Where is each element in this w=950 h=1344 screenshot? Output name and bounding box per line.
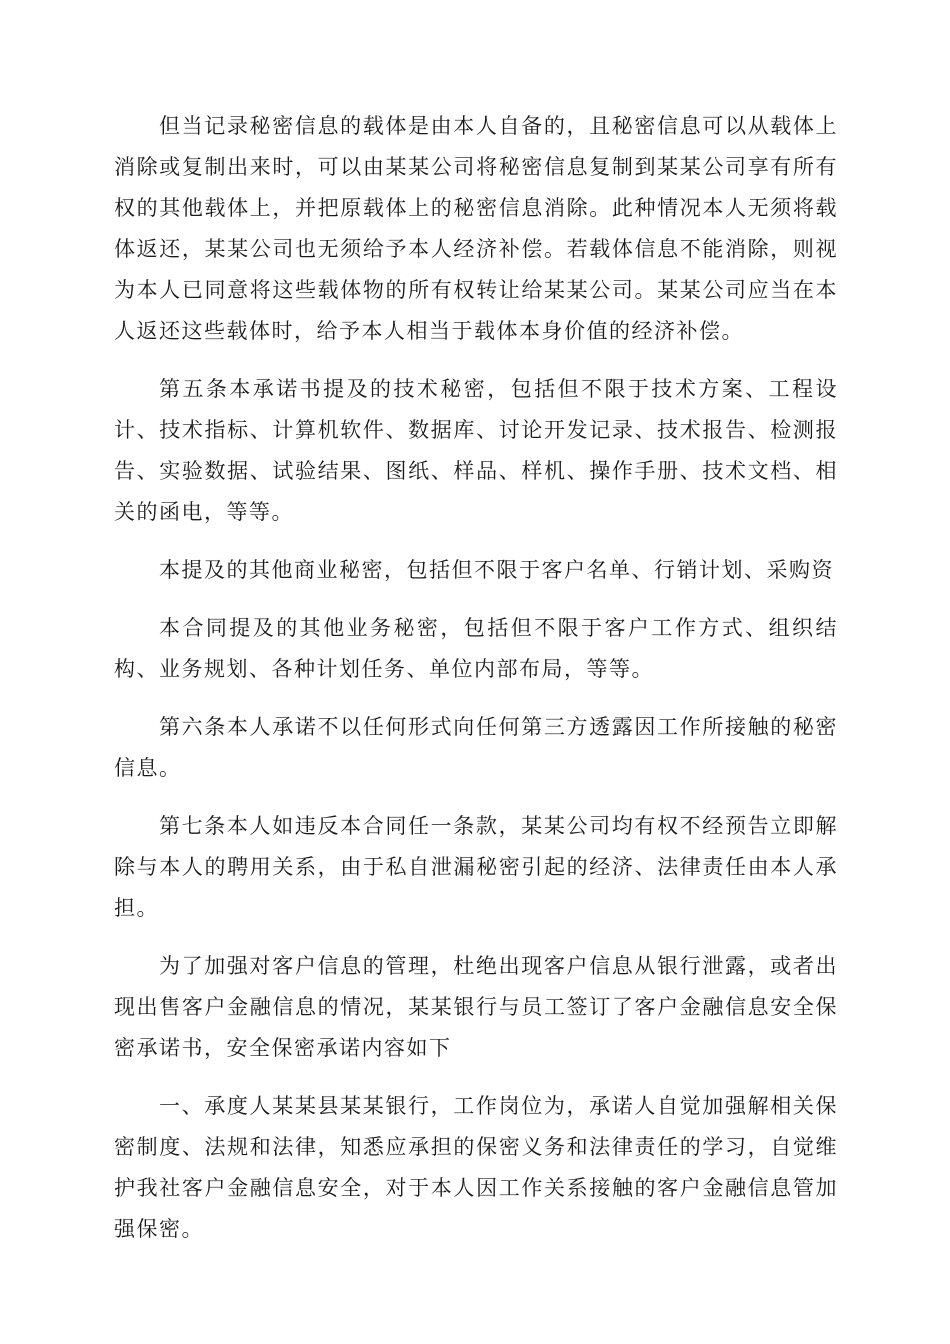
paragraph-bank-intro: 为了加强对客户信息的管理，杜绝出现客户信息从银行泄露，或者出现出售客户金融信息的情况，某某银行与员工签订了客户金融信息安全保密承诺书，安全保密承诺内容如下 [114, 954, 838, 1060]
paragraph-item-1: 一、承度人某某县某某银行，工作岗位为，承诺人自觉加强解相关保密制度、法规和法律，知悉应承担的保密义务和法律责任的学习，自觉维护我社客户金融信息安全，对于本人因工作关系接触的客户金融信息管加强保密。 [114, 1094, 838, 1241]
paragraph-business-secrets: 本合同提及的其他业务秘密，包括但不限于客户工作方式、组织结构、业务规划、各种计划任务、单位内部布局，等等。 [114, 616, 838, 681]
document-body [114, 106, 838, 1267]
paragraph-commercial-secrets: 本提及的其他商业秘密，包括但不限于客户名单、行销计划、采购资 [159, 558, 834, 582]
paragraph-carrier-return: 但当记录秘密信息的载体是由本人自备的，且秘密信息可以从载体上消除或复制出来时，可以由某某公司将秘密信息复制到某某公司享有所有权的其他载体上，并把原载体上的秘密信息消除。此种情况本人无须将载体返还，某某公司也无须给予本人经济补偿。若载体信息不能消除，则视为本人已同意将这些载体物的所有权转让给某某公司。某某公司应当在本人返还这些载体时，给予本人相当于载体本身价值的经济补偿。 [114, 114, 838, 343]
paragraph-article-5: 第五条本承诺书提及的技术秘密，包括但不限于技术方案、工程设计、技术指标、计算机软件、数据库、讨论开发记录、技术报告、检测报告、实验数据、试验结果、图纸、样品、样机、操作手册、技术文档、相关的函电，等等。 [114, 377, 838, 524]
paragraph-article-6: 第六条本人承诺不以任何形式向任何第三方透露因工作所接触的秘密信息。 [114, 715, 838, 780]
paragraph-article-7: 第七条本人如违反本合同任一条款，某某公司均有权不经预告立即解除与本人的聘用关系，由于私自泄漏秘密引起的经济、法律责任由本人承担。 [114, 814, 838, 920]
